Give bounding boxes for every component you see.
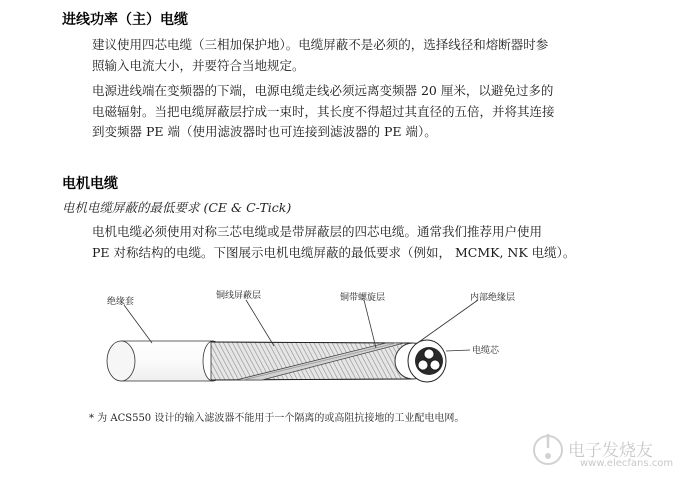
section-heading-input-power-cable: 进线功率（主）电缆	[62, 12, 188, 28]
label-insulation-jacket: 绝缘套	[107, 297, 135, 307]
label-inner-insulation: 内部绝缘层	[470, 293, 516, 303]
text-line: 电机电缆必须使用对称三芯电缆或是带屏蔽层的四芯电缆。通常我们推荐用户使用	[92, 224, 543, 239]
subheading-motor-cable-shield-requirements: 电机电缆屏蔽的最低要求 (CE & C-Tick)	[62, 200, 292, 215]
text-line: 照输入电流大小，并要符合当地规定。	[92, 57, 305, 73]
insulation-jacket-shape	[107, 341, 223, 381]
label-copper-wire-shield: 铜线屏蔽层	[216, 291, 262, 301]
watermark-url: www.elecfans.com	[580, 458, 674, 469]
conductor-1	[424, 349, 434, 359]
watermark-text: 电子发烧友	[568, 441, 653, 461]
text-line: 到变频器 PE 端（使用滤波器时也可连接到滤波器的 PE 端）。	[92, 124, 437, 139]
elecfans-logo-icon	[530, 426, 566, 470]
section-heading-motor-cable: 电机电缆	[62, 176, 118, 192]
label-copper-tape-helix: 铜带螺旋层	[340, 293, 386, 303]
conductor-3	[430, 360, 440, 370]
cable-end-face	[395, 340, 446, 382]
text-line: 电源进线端在变频器的下端，电源电缆走线必须远离变频器 20 厘米，以避免过多的	[92, 83, 554, 98]
label-cable-core: 电缆芯	[472, 346, 500, 356]
text-line: 建议使用四芯电缆（三相加保护地）。电缆屏蔽不是必须的，选择线径和熔断器时参	[92, 37, 549, 52]
conductor-2	[418, 360, 428, 370]
text-line: PE 对称结构的电缆。下图展示电机电缆屏蔽的最低要求（例如， MCMK, NK 电缆）。	[92, 244, 576, 260]
footnote: * 为 ACS550 设计的输入滤波器不能用于一个隔离的或高阻抗接地的工业配电电网。	[89, 413, 465, 424]
text-line: 电磁辐射。当把电缆屏蔽层拧成一束时，其长度不得超过其直径的五倍，并将其连接	[92, 103, 555, 119]
